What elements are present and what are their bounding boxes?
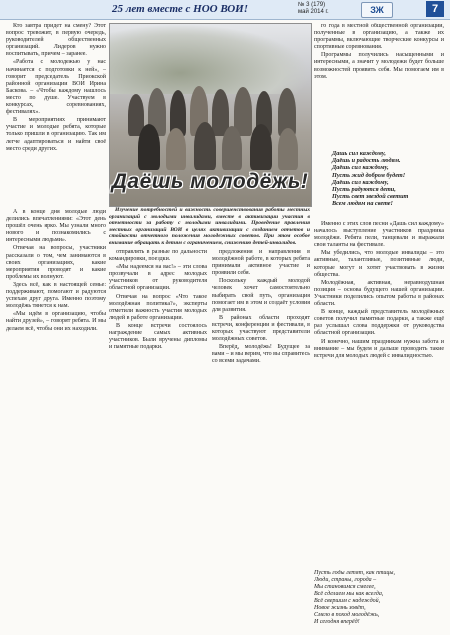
headline: Даёшь молодёжь! — [111, 170, 309, 193]
poem-line: Мы становимся смелее, — [314, 584, 376, 590]
article-column-lower-middle — [109, 249, 207, 625]
lead-text — [109, 207, 310, 247]
song-lyrics — [314, 150, 444, 220]
poem-line: Всё свершим с надеждой, — [314, 598, 381, 604]
poem-line: Люди, страны, города – — [314, 577, 377, 583]
paragraph: Отвечая на вопросы, участники рассказали о том, чем занимаются в своих организациях, какие мероприятия проводят и какие проблемы их волнуют. — [6, 245, 106, 280]
header-title: 25 лет вместе с НОО ВОИ! — [112, 3, 248, 15]
article-column-lower-middle-2 — [212, 249, 310, 625]
page-header — [0, 0, 450, 20]
poem-line: Пусть годы летят, как птицы, — [314, 570, 395, 576]
paragraph: предложения и направления в молодёжной работе, в которых ребята принимали активное участие и проявили себя. — [212, 249, 310, 277]
paragraph: го года в местной общественной организации, полученные в организацию, а также их программы, включающие творческие конкурсы и спортивные соревнования. — [314, 23, 444, 51]
paragraph: «Мы надеемся на вас!» – эти слова прозвучали в адрес молодых участников от руководителя областной организации. — [109, 264, 207, 292]
closing-poem — [314, 570, 444, 632]
poem-line: Смело в поход молодёжь, — [314, 612, 380, 618]
paragraph: Именно с этих слов песни «Дашь сил каждому» началось выступление участников праздника молодёжи. Ребята пели, танцевали и выражали свои таланты на фестивале. — [314, 221, 444, 249]
issue-number: № 3 (179) — [298, 2, 326, 8]
paragraph: Программы получились насыщенными и интересными, а значит у молодежи будет больше возможностей проявить себя. Мы помогаем им в этом. — [314, 52, 444, 80]
issue-date: май 2014 г. — [298, 9, 329, 15]
paragraph: Отвечая на вопрос «Что такое молодёжная политика?», эксперты отметили важность участия молодых людей в работе организации. — [109, 293, 207, 321]
paragraph: Здесь всё, как в настоящей семье: поддерживают, помогают и радуются успехам друг друга. Именно поэтому молодёжь тянется к нам. — [6, 281, 106, 310]
paragraph: Молодёжная, активная, неравнодушная позиция – основа будущего нашей организации. Участники поделились опытом работы в районах области. — [314, 279, 444, 308]
photo-person — [138, 124, 160, 170]
photo-person — [250, 124, 272, 170]
photo-person — [222, 126, 242, 170]
paragraph: И конечно, нашим праздникам нужна забота и внимание – мы будем и дальше проводить такие встречи для молодых людей с инвалидностью. — [314, 338, 444, 359]
article-column-4-bottom — [314, 221, 444, 568]
paragraph: «Работа с молодежью у нас начинается с подготовки к ней», – говорит председатель Приокской районной организации ВОИ Ирина Баскова. – «Чтобы каждому нашлось место по душе. Участвуем в конкурсах, соревнованиях, фестивалях». — [6, 59, 106, 116]
article-column-1 — [6, 23, 106, 207]
poem-line: Всё сделаем мы как всегда, — [314, 591, 384, 597]
photo-person — [278, 128, 298, 170]
paragraph: В конце встречи состоялось награждение самых активных участников. Были вручены дипломы и памятные подарки. — [109, 322, 207, 351]
photo-background-trees — [110, 24, 311, 94]
paragraph: отправлять в разные по дальности командировки, поездки. — [109, 249, 207, 263]
poem-line: И сегодня вперёд! — [314, 619, 360, 625]
issue-info — [298, 2, 329, 16]
paragraph: Мы убедились, что молодые инвалиды – это активные, талантливые, позитивные люди, которые могут и хотят участвовать в жизни общества. — [314, 250, 444, 278]
lyrics-line: Пусть свет звездой светит — [332, 193, 409, 201]
paragraph: В районах области проходят встречи, конференции и фестивали, в которых участвуют представители молодёжных советов. — [212, 314, 310, 343]
paragraph: В конце, каждый представитель молодёжных советов получил памятные подарки, а также ещё раз услышал слова поддержки от руководства областной организации. — [314, 309, 444, 337]
paragraph: А в конце дня молодые люди делились впечатлениями: «Этот день прошёл очень ярко. Мы узнали много нового и познакомились с интересными людьми». — [6, 209, 106, 244]
newspaper-logo: ЗЖ — [361, 2, 393, 18]
paragraph: Кто завтра придет на смену? Этот вопрос тревожит, в первую очередь, руководителей общественных организаций. Лидеров нужно воспитывать, причем – заранее. — [6, 23, 106, 58]
photo-person — [194, 122, 216, 170]
lyrics-line: Даёшь и радость людям. — [332, 157, 401, 165]
paragraph: «Мы идём в организацию, чтобы найти друзей», – говорят ребята. И мы делаем всё, чтобы они их находили. — [6, 311, 106, 332]
paragraph: Вперёд, молодёжь! Будущее за вами – и мы верим, что вы справитесь со всеми задачами. — [212, 344, 310, 365]
paragraph: Поскольку каждый молодой человек хочет самостоятельно выбирать свой путь, организация помогает им в этом и создаёт условия для развития. — [212, 278, 310, 313]
lyrics-line: Дашь сил каждому, — [332, 150, 386, 157]
lyrics-line: Пусть радуются дети, — [332, 186, 396, 194]
lyrics-line: Пусть жид добром будет! — [332, 171, 406, 179]
poem-line: Новое жизнь зовёт, — [314, 605, 366, 611]
article-column-lower-left — [6, 209, 106, 625]
lyrics-line: Даёшь сил каждому, — [332, 178, 389, 186]
page-number: 7 — [426, 1, 444, 17]
article-column-4-top — [314, 23, 444, 149]
lyrics-line: Всем людям на свете! — [332, 200, 393, 208]
photo-person — [166, 128, 186, 170]
lead-paragraph: Изучение потребностей и важность совершенствования работы местных организаций с молодыми инвалидами, вместе в активизации участия в отчетности за работу с молодыми инвалидами. Проведение правления местных организаций ВОИ в целях активизации с созданием отчетов и стойкости отчетного положения молодежных советов. При этом особое внимание обращать к детям с ограничением, снижению детей-инвалидов. — [109, 207, 310, 246]
paragraph: В мероприятиях принимают участие и молодые ребята, которые только пришли в организацию. Так им легче адаптироваться и найти своё место среди других. — [6, 117, 106, 152]
lyrics-line: Даёшь сил каждому, — [332, 164, 389, 172]
